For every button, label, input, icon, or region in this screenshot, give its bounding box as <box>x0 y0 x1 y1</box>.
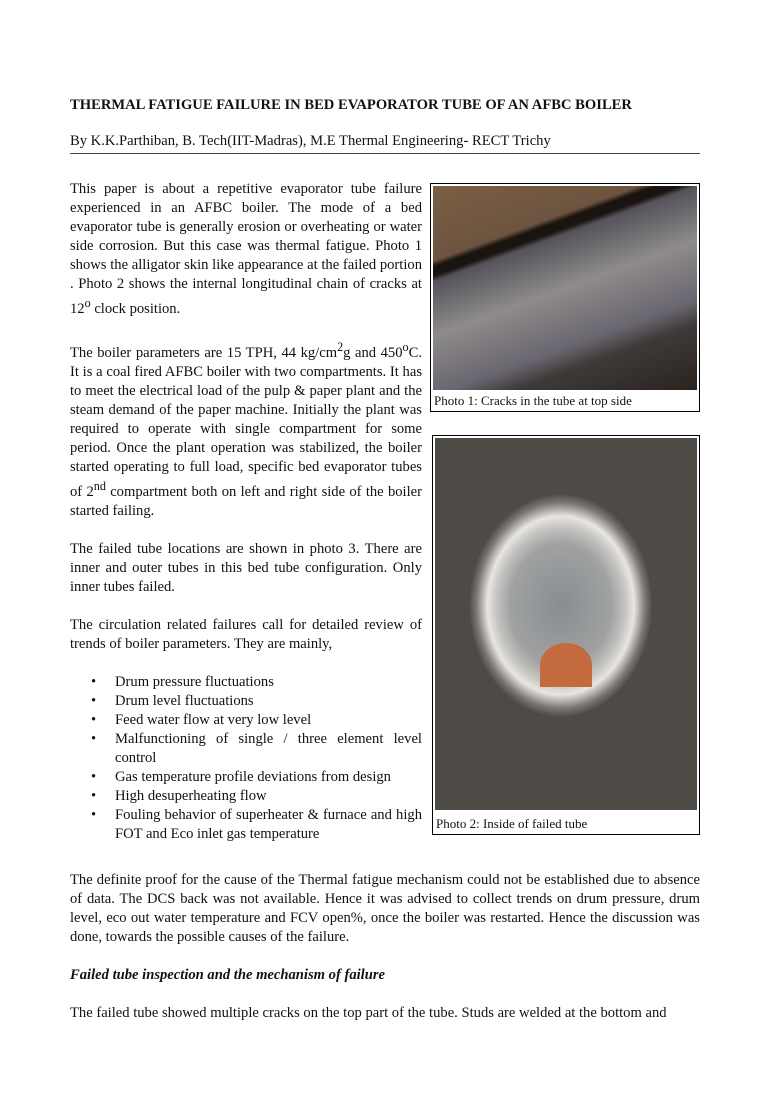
superscript: o <box>84 296 91 310</box>
photo-2-caption: Photo 2: Inside of failed tube <box>436 816 588 831</box>
text: compartment both on left and right side of the boiler started failing. <box>70 483 422 519</box>
list-item: • High desuperheating flow <box>115 787 422 806</box>
list-item: • Gas temperature profile deviations from design <box>115 768 422 787</box>
heading-text: Failed tube inspection and the mechanism of failure <box>70 967 385 983</box>
photo-1-caption: Photo 1: Cracks in the tube at top side <box>434 393 632 408</box>
full-width-text <box>70 871 700 1042</box>
text: C. It is a coal fired AFBC boiler with two compartments. It has to meet the electrical load of the pulp & paper plant and the steam demand of the paper machine. Initially the plant was required to operate with single compartment for some period. Once the plant operation was stabilized, the boiler started operating to full load, specific bed evaporator tubes of 2 <box>70 344 422 500</box>
paragraph-inspection: The failed tube showed multiple cracks on the top part of the tube. Studs are welded at the bottom and <box>70 1005 667 1021</box>
paragraph-locations: The failed tube locations are shown in photo 3. There are inner and outer tubes in this bed tube configuration. Only inner tubes failed. <box>70 540 422 595</box>
superscript: 2 <box>337 339 344 354</box>
document-title: THERMAL FATIGUE FAILURE IN BED EVAPORATOR TUBE OF AN AFBC BOILER <box>70 97 632 113</box>
byline: By K.K.Parthiban, B. Tech(IIT-Madras), M.E Thermal Engineering- RECT Trichy <box>70 133 551 149</box>
photo-2-image <box>435 438 697 810</box>
list-item: • Fouling behavior of superheater & furnace and high FOT and Eco inlet gas temperature <box>115 806 422 844</box>
list-item: • Feed water flow at very low level <box>115 711 422 730</box>
left-column <box>70 180 422 863</box>
photo-1-figure <box>430 183 700 412</box>
paragraph-intro <box>70 180 422 319</box>
list-item: • Malfunctioning of single / three element level control <box>115 730 422 768</box>
divider <box>70 153 700 154</box>
list-item: • Drum pressure fluctuations <box>115 673 422 692</box>
list-item: • Drum level fluctuations <box>115 692 422 711</box>
text: clock position. <box>90 300 181 317</box>
paragraph-circulation: The circulation related failures call for detailed review of trends of boiler parameters. They are mainly, <box>70 616 422 652</box>
text: g and 450 <box>343 344 403 361</box>
text: The boiler parameters are 15 TPH, 44 kg/cm <box>70 344 338 361</box>
text: This paper is about a repetitive evaporator tube failure experienced in an AFBC boiler. The mode of a bed evaporator tube is generally erosion or overheating or water side corrosion. But this case was thermal fatigue. Photo 1 shows the alligator skin like appearance at the failed portion . Photo 2 shows the internal longitudinal chain of cracks at 12 <box>70 181 422 317</box>
paragraph-parameters <box>70 338 422 521</box>
photo-2-figure <box>432 435 700 835</box>
paragraph-proof: The definite proof for the cause of the Thermal fatigue mechanism could not be established due to absence of data. The DCS back was not available. Hence it was advised to collect trends on drum pressure, drum level, eco out water temperature and FCV open%, once the boiler was restarted. Hence the discussion was done, towards the possible causes of the failure. <box>70 872 700 945</box>
superscript: nd <box>93 478 106 493</box>
bullet-list <box>70 673 422 844</box>
superscript: o <box>402 339 409 354</box>
photo-1-image <box>433 186 697 390</box>
section-heading <box>70 966 700 985</box>
